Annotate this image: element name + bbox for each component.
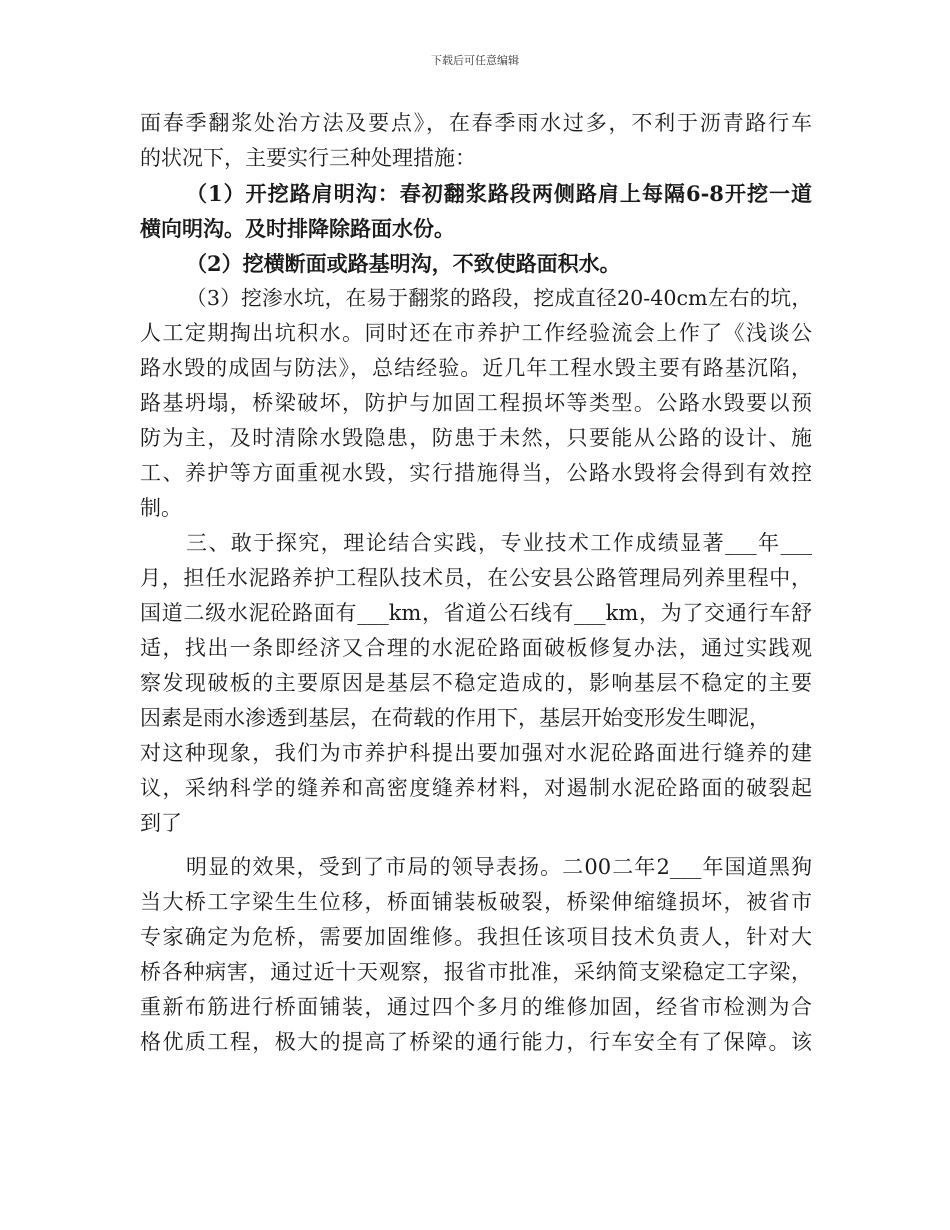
text-line: 桥各种病害，通过近十天观察，报省市批准，采纳简支梁稳定工字梁， [140,960,812,984]
text-line: 的状况下，主要实行三种处理措施： [140,146,476,170]
text-line: 格优质工程，极大的提高了桥梁的通行能力，行车安全有了保障。该 [140,1030,812,1054]
text-line: （3）挖渗水坑，在易于翻浆的路段，挖成直径20-40cm左右的坑， [186,286,812,310]
text-line: 人工定期掏出坑积水。同时还在市养护工作经验流会上作了《浅谈公 [140,321,812,345]
text-line: 到了 [140,811,182,835]
text-line: 路水毁的成固与防法》，总结经验。近几年工程水毁主要有路基沉陷， [140,356,812,380]
text-line: 制。 [140,496,182,520]
text-line: 面春季翻浆处治方法及要点》，在春季雨水过多，不利于沥青路行车 [140,111,812,135]
text-line: 适，找出一条即经济又合理的水泥砼路面破板修复办法，通过实践观 [140,636,812,660]
text-line: 工、养护等方面重视水毁，实行措施得当，公路水毁将会得到有效控 [140,461,812,485]
text-line: 当大桥工字梁生生位移，桥面铺装板破裂，桥梁伸缩缝损坏，被省市 [140,890,812,914]
document-body [140,106,812,1060]
text-line: 国道二级水泥砼路面有___km，省道公石线有___km，为了交通行车舒 [140,601,812,625]
text-line: 对这种现象，我们为市养护科提出要加强对水泥砼路面进行缝养的建 [140,741,812,765]
text-line: 因素是雨水渗透到基层，在荷载的作用下，基层开始变形发生唧泥， [140,706,770,730]
text-line: 专家确定为危桥，需要加固维修。我担任该项目技术负责人，针对大 [140,925,812,949]
page-header: 下载后可任意编辑 [431,54,519,67]
text-line: 横向明沟。及时排降除路面水份。 [140,216,455,241]
text-line: 明显的效果，受到了市局的领导表扬。二00二年2___年国道黑狗 [186,855,812,879]
text-line: 重新布筋进行桥面铺装，通过四个多月的维修加固，经省市检测为合 [140,995,812,1019]
text-line: 议，采纳科学的缝养和高密度缝养材料，对遏制水泥砼路面的破裂起 [140,776,812,800]
text-line: 察发现破板的主要原因是基层不稳定造成的，影响基层不稳定的主要 [140,671,812,695]
text-line: （2）挖横断面或路基明沟，不致使路面积水。 [186,251,621,276]
text-line: 路基坍塌，桥梁破坏，防护与加固工程损坏等类型。公路水毁要以预 [140,391,812,415]
text-line: （1）开挖路肩明沟：春初翻浆路段两侧路肩上每隔6-8开挖一道 [186,181,812,206]
text-line: 月，担任水泥路养护工程队技术员，在公安县公路管理局列养里程中， [140,566,812,590]
text-line: 三、敢于探究，理论结合实践，专业技术工作成绩显著___年___ [186,531,812,555]
text-line: 防为主，及时清除水毁隐患，防患于未然，只要能从公路的设计、施 [140,426,812,450]
